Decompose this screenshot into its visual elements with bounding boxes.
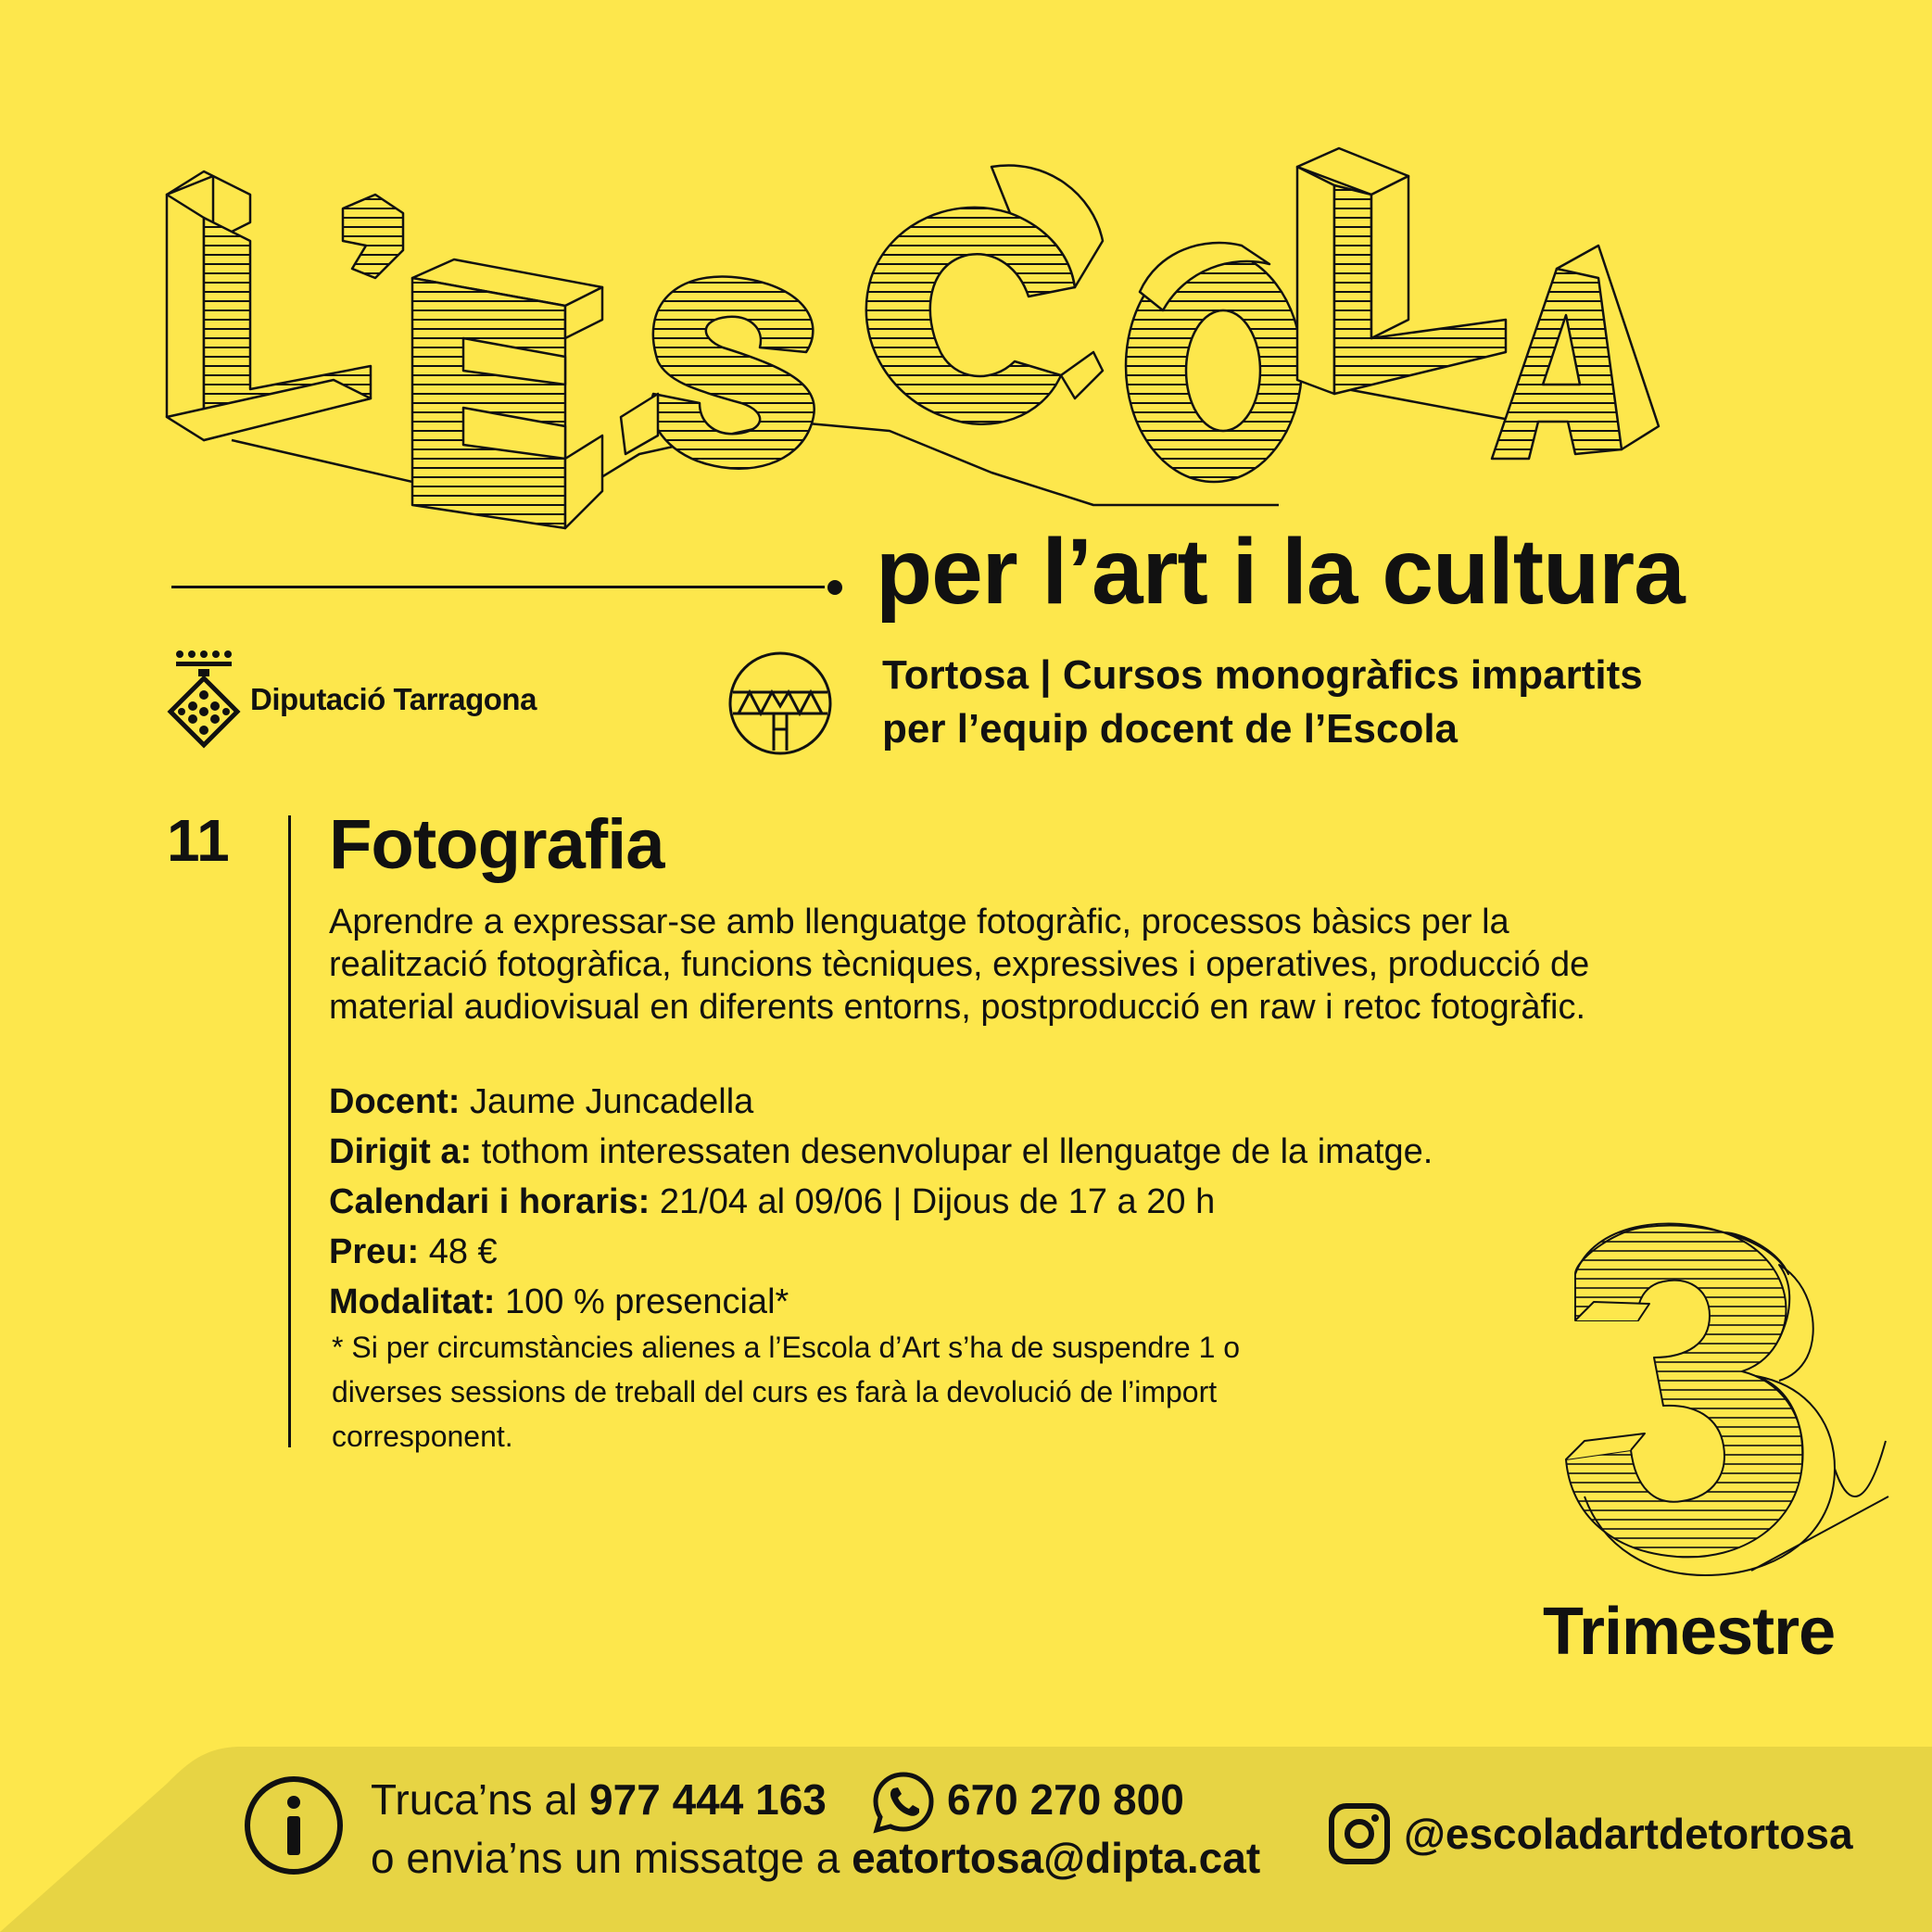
- info-docent: [329, 1082, 753, 1122]
- tagline: per l’art i la cultura: [876, 520, 1685, 624]
- tagline-rule: [171, 586, 825, 588]
- whatsapp-number[interactable]: 670 270 800: [947, 1775, 1184, 1824]
- tagline-dot: [827, 580, 842, 595]
- info-icon: [243, 1774, 345, 1876]
- dirigit-value: tothom interessaten desenvolupar el llenguatge de la imatge.: [472, 1132, 1433, 1171]
- call-prefix: Truca’ns al: [371, 1775, 590, 1824]
- instagram-handle[interactable]: @escoladartdetortosa: [1404, 1810, 1853, 1858]
- preu-label: Preu:: [329, 1232, 420, 1271]
- course-description: Aprendre a expressar-se amb llenguatge fotogràfic, processos bàsics per la realització fotogràfica, funcions tècniques, expressives i operatives, producció de material audiovisual en diferents entorns, postproducció en raw i retoc fotogràfic.: [329, 903, 1590, 1027]
- calendari-value: 21/04 al 09/06 | Dijous de 17 a 20 h: [650, 1182, 1216, 1221]
- info-modalitat: [329, 1282, 789, 1322]
- dirigit-label: Dirigit a:: [329, 1132, 473, 1171]
- docent-value: Jaume Juncadella: [460, 1082, 754, 1121]
- escola-logo-art: [158, 139, 1751, 537]
- info-calendari: [329, 1182, 1215, 1222]
- course-number: 11: [167, 807, 230, 874]
- course-divider: [288, 815, 291, 1447]
- bridge-logo-icon: [727, 650, 833, 756]
- calendari-label: Calendari i horaris:: [329, 1182, 650, 1221]
- subtitle-line-1: Tortosa | Cursos monogràfics impartits: [882, 652, 1643, 698]
- org-name: Diputació Tarragona: [250, 682, 537, 716]
- instagram-icon: [1327, 1801, 1392, 1866]
- preu-value: 48 €: [419, 1232, 498, 1271]
- term-number-art: [1557, 1219, 1890, 1617]
- subtitle-line-2: per l’equip docent de l’Escola: [882, 706, 1458, 751]
- phone-number[interactable]: 977 444 163: [589, 1775, 827, 1824]
- whatsapp-icon: [871, 1770, 936, 1835]
- docent-label: Docent:: [329, 1082, 461, 1121]
- course-note: * Si per circumstàncies alienes a l’Escola d’Art s’ha de suspendre 1 o diverses sessions de treball del curs es farà la devolució de l’import corresponent.: [332, 1331, 1241, 1453]
- modalitat-value: 100 % presencial*: [495, 1282, 789, 1321]
- info-preu: [329, 1232, 498, 1272]
- footer-call-line: [371, 1774, 827, 1825]
- term-label: Trimestre: [1543, 1595, 1836, 1669]
- diputacio-logo-icon: [167, 649, 241, 751]
- modalitat-label: Modalitat:: [329, 1282, 496, 1321]
- course-title: Fotografia: [329, 805, 664, 884]
- footer-message-line: [371, 1833, 1260, 1883]
- subtitle: [882, 649, 1643, 756]
- email-link[interactable]: eatortosa@dipta.cat: [852, 1834, 1261, 1882]
- message-prefix: o envia’ns un missatge a: [371, 1834, 852, 1882]
- info-dirigit: [329, 1132, 1433, 1172]
